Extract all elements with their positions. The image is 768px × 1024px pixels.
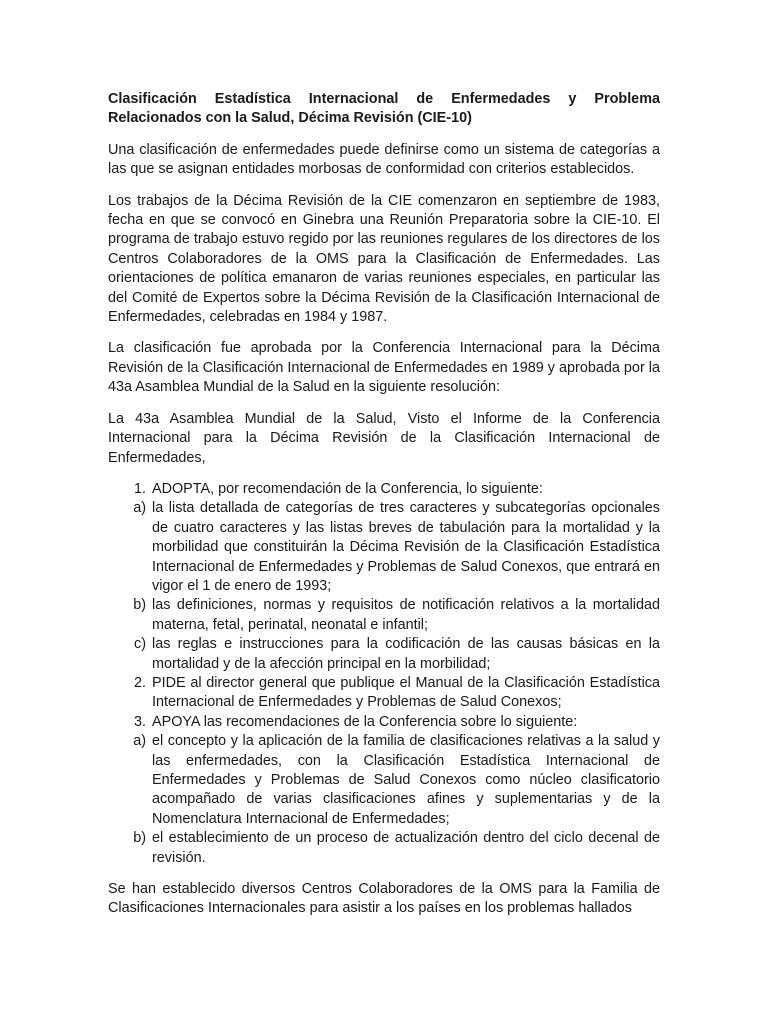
list-item [108,499,660,596]
document-page [108,90,660,931]
paragraph: La clasificación fue aprobada por la Conferencia Internacional para la Décima Revisión de la Clasificación Internacional de Enfermedades en 1989 y aprobada por la 43a Asamblea Mundial de la Salud en la siguiente resolución: [108,340,660,396]
list-text: APOYA las recomendaciones de la Conferencia sobre lo siguiente: [152,713,578,730]
list-text: ADOPTA, por recomendación de la Conferencia, lo siguiente: [152,480,543,497]
list-text: el establecimiento de un proceso de actualización dentro del ciclo decenal de revisión. [152,830,660,866]
list-item [108,635,660,674]
list-text: las definiciones, normas y requisitos de notificación relativos a la mortalidad materna, fetal, perinatal, neonatal e infantil; [152,597,660,633]
paragraph: Los trabajos de la Décima Revisión de la CIE comenzaron en septiembre de 1983, fecha en que se convocó en Ginebra una Reunión Preparatoria sobre la CIE-10. El programa de trabajo estuvo regido por las reuniones regulares de los directores de los Centros Colaboradores de la OMS para la Clasificación de Enfermedades. Las orientaciones de política emanaron de varias reuniones especiales, en particular las del Comité de Expertos sobre la Décima Revisión de la Clasificación Internacional de Enfermedades, celebradas en 1984 y 1987. [108,192,660,326]
list-marker: 2. [133,674,146,691]
list-marker: b) [133,830,146,847]
list-item [108,674,660,713]
list-item [108,596,660,635]
list-text: la lista detallada de categorías de tres caracteres y subcategorías opcionales de cuatro caracteres y las listas breves de tabulación para la mortalidad y la morbilidad que constituirán la Décima Revisión de la Clasificación Estadística Internacional de Enfermedades y Problemas de Salud Conexos, que entrará en vigor el 1 de enero de 1993; [152,500,660,594]
list-item [108,829,660,868]
list-item [108,732,660,829]
list-text: las reglas e instrucciones para la codificación de las causas básicas en la mortalidad y de la afección principal en la morbilidad; [152,636,660,672]
resolution-list [108,480,660,868]
list-text: el concepto y la aplicación de la familia de clasificaciones relativas a la salud y las enfermedades, con la Clasificación Estadística Internacional de Enfermedades y Problemas de Salud Conexos como núcleo clasificatorio acompañado de varias clasificaciones afines y suplementarias y de la Nomenclatura Internacional de Enfermedades; [152,733,660,827]
list-item [108,713,660,732]
paragraph: Una clasificación de enfermedades puede definirse como un sistema de categorías a las que se asignan entidades morbosas de conformidad con criterios establecidos. [108,141,660,178]
list-marker: a) [133,733,146,750]
list-item [108,480,660,499]
list-marker: 1. [133,480,146,497]
paragraph: La 43a Asamblea Mundial de la Salud, Visto el Informe de la Conferencia Internacional para la Décima Revisión de la Clasificación Internacional de Enfermedades, [108,410,660,466]
list-marker: 3. [133,713,146,730]
list-marker: b) [133,597,146,614]
paragraph: Se han establecido diversos Centros Colaboradores de la OMS para la Familia de Clasificaciones Internacionales para asistir a los países en los problemas hallados [108,881,660,917]
list-marker: c) [134,636,146,653]
list-marker: a) [133,500,146,517]
list-text: PIDE al director general que publique el Manual de la Clasificación Estadística Internacional de Enfermedades y Problemas de Salud Conexos; [152,674,660,711]
document-title: Clasificación Estadística Internacional de Enfermedades y Problema Relacionados con la Salud, Décima Revisión (CIE-10) [108,91,660,127]
